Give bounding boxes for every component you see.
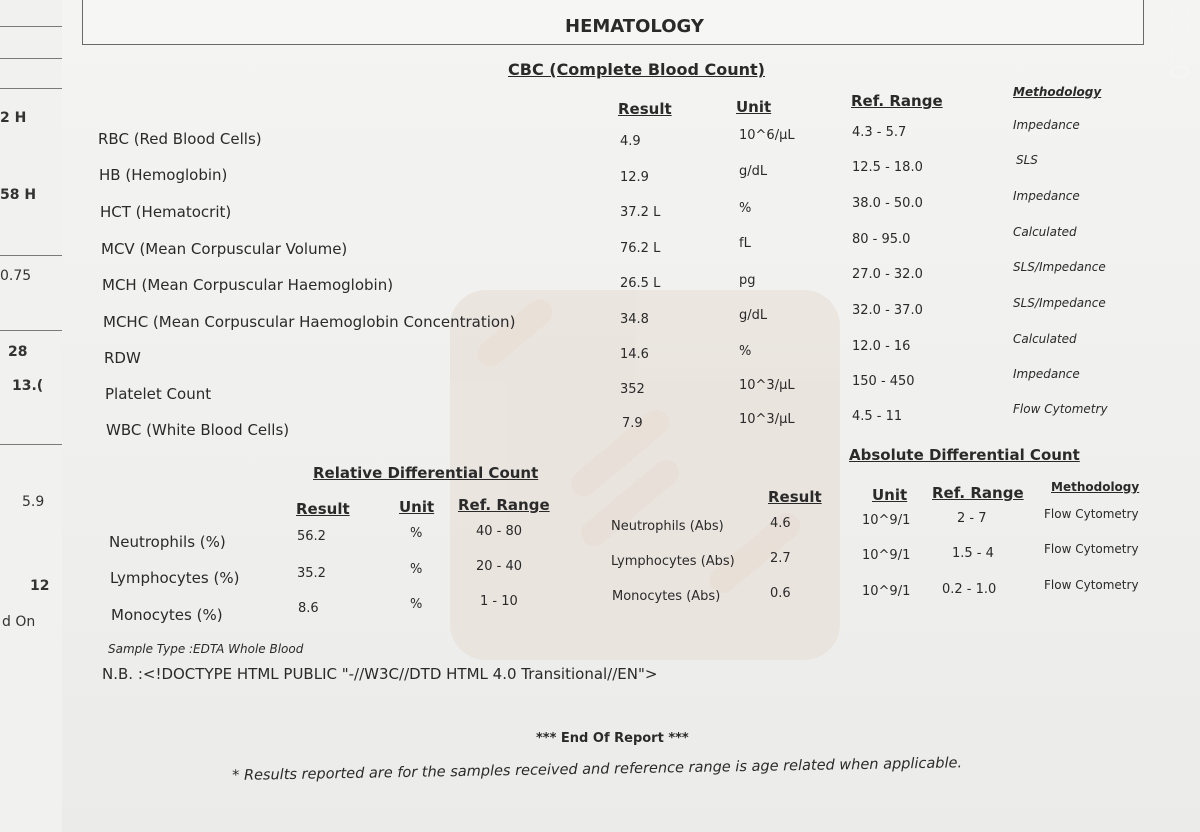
side-fragment: 12 <box>30 578 50 594</box>
absolute-method: Flow Cytometry <box>1044 578 1139 592</box>
cbc-header-method: Methodology <box>1013 85 1102 99</box>
cbc-method: Flow Cytometry <box>1013 402 1108 416</box>
absolute-result: 0.6 <box>770 586 791 601</box>
side-fragment: 2 H <box>0 110 27 126</box>
absolute-result: 4.6 <box>770 516 791 531</box>
nb-note: N.B. :<!DOCTYPE HTML PUBLIC "-//W3C//DTD HTML 4.0 Transitional//EN"> <box>102 665 658 683</box>
cbc-result: 76.2 L <box>620 241 661 256</box>
cbc-method: SLS/Impedance <box>1013 260 1106 274</box>
sample-type: Sample Type :EDTA Whole Blood <box>108 642 304 656</box>
absolute-unit: 10^9/1 <box>862 548 911 563</box>
date-stamp: 07/22 <box>1166 0 1196 80</box>
relative-ref: 20 - 40 <box>476 559 523 574</box>
cbc-header-unit: Unit <box>736 98 772 116</box>
cbc-test-name: MCV (Mean Corpuscular Volume) <box>101 240 348 258</box>
absolute-method: Flow Cytometry <box>1044 507 1139 521</box>
cbc-test-name: WBC (White Blood Cells) <box>106 421 290 439</box>
cbc-ref: 32.0 - 37.0 <box>852 303 923 318</box>
cbc-ref: 4.3 - 5.7 <box>852 125 907 140</box>
absolute-header-unit: Unit <box>872 486 908 504</box>
underlying-page-edge <box>0 0 63 832</box>
section-title-absolute: Absolute Differential Count <box>849 446 1080 464</box>
side-fragment: d On <box>2 614 36 630</box>
relative-result: 35.2 <box>297 566 326 581</box>
relative-test-name: Lymphocytes (%) <box>110 569 240 587</box>
cbc-ref: 12.0 - 16 <box>852 339 911 354</box>
absolute-unit: 10^9/1 <box>862 584 911 599</box>
cbc-test-name: MCH (Mean Corpuscular Haemoglobin) <box>102 276 394 294</box>
cbc-ref: 38.0 - 50.0 <box>852 196 923 211</box>
cbc-result: 37.2 L <box>620 205 661 220</box>
cbc-unit: fL <box>739 236 751 251</box>
cbc-unit: pg <box>739 273 756 288</box>
divider <box>0 255 62 256</box>
cbc-method: SLS/Impedance <box>1013 296 1106 310</box>
cbc-result: 12.9 <box>620 170 649 185</box>
divider <box>0 444 62 445</box>
relative-unit: % <box>410 526 423 541</box>
side-fragment: 58 H <box>0 187 37 203</box>
footnote: * Results reported are for the samples received and reference range is age related when applicable. <box>232 755 963 784</box>
cbc-unit: 10^6/µL <box>739 128 795 143</box>
cbc-test-name: Platelet Count <box>105 385 212 403</box>
cbc-header-result: Result <box>618 100 672 118</box>
cbc-test-name: HB (Hemoglobin) <box>99 166 228 184</box>
absolute-header-result: Result <box>768 488 822 506</box>
cbc-result: 7.9 <box>622 416 643 431</box>
cbc-test-name: RDW <box>104 349 141 367</box>
cbc-ref: 12.5 - 18.0 <box>852 160 923 175</box>
end-of-report: *** End Of Report *** <box>536 731 689 746</box>
section-title-relative: Relative Differential Count <box>313 464 539 482</box>
side-fragment: 13.( <box>12 378 44 394</box>
cbc-result: 26.5 L <box>620 276 661 291</box>
divider <box>0 330 62 331</box>
divider <box>0 26 62 27</box>
relative-header-ref: Ref. Range <box>458 496 550 514</box>
cbc-result: 352 <box>620 382 645 397</box>
side-fragment: 0.75 <box>0 268 32 284</box>
divider <box>0 88 62 89</box>
absolute-unit: 10^9/1 <box>862 513 911 528</box>
divider <box>0 58 62 59</box>
cbc-result: 14.6 <box>620 347 649 362</box>
relative-unit: % <box>410 597 423 612</box>
absolute-test-name: Neutrophils (Abs) <box>611 519 724 534</box>
page-title: HEMATOLOGY <box>565 16 704 37</box>
cbc-unit: g/dL <box>739 164 768 179</box>
cbc-test-name: RBC (Red Blood Cells) <box>98 130 262 148</box>
cbc-ref: 150 - 450 <box>852 374 915 389</box>
relative-header-unit: Unit <box>399 498 435 516</box>
relative-test-name: Neutrophils (%) <box>109 533 226 551</box>
cbc-method: Calculated <box>1013 332 1077 346</box>
cbc-unit: 10^3/µL <box>739 412 795 427</box>
absolute-result: 2.7 <box>770 551 791 566</box>
side-fragment: 5.9 <box>22 494 45 510</box>
cbc-unit: % <box>739 201 752 216</box>
relative-ref: 40 - 80 <box>476 524 523 539</box>
cbc-test-name: HCT (Hematocrit) <box>100 203 232 221</box>
absolute-header-ref: Ref. Range <box>932 484 1024 502</box>
cbc-result: 4.9 <box>620 134 641 149</box>
cbc-method: Impedance <box>1013 118 1080 132</box>
absolute-ref: 1.5 - 4 <box>952 546 994 561</box>
cbc-method: Impedance <box>1013 189 1080 203</box>
absolute-test-name: Lymphocytes (Abs) <box>611 554 735 569</box>
relative-unit: % <box>410 562 423 577</box>
cbc-method: SLS <box>1016 153 1038 167</box>
cbc-result: 34.8 <box>620 312 649 327</box>
cbc-ref: 4.5 - 11 <box>852 409 903 424</box>
relative-test-name: Monocytes (%) <box>111 606 223 624</box>
cbc-test-name: MCHC (Mean Corpuscular Haemoglobin Concentration) <box>103 313 516 331</box>
cbc-method: Impedance <box>1013 367 1080 381</box>
relative-header-result: Result <box>296 500 350 518</box>
cbc-unit: g/dL <box>739 308 768 323</box>
absolute-ref: 2 - 7 <box>957 511 987 526</box>
absolute-method: Flow Cytometry <box>1044 542 1139 556</box>
section-title-cbc: CBC (Complete Blood Count) <box>508 60 765 79</box>
relative-result: 8.6 <box>298 601 319 616</box>
absolute-test-name: Monocytes (Abs) <box>612 589 721 604</box>
cbc-ref: 27.0 - 32.0 <box>852 267 923 282</box>
cbc-unit: % <box>739 344 752 359</box>
absolute-ref: 0.2 - 1.0 <box>942 582 997 597</box>
cbc-unit: 10^3/µL <box>739 378 795 393</box>
absolute-header-method: Methodology <box>1051 480 1140 494</box>
cbc-header-ref: Ref. Range <box>851 92 943 110</box>
cbc-ref: 80 - 95.0 <box>852 232 911 247</box>
relative-ref: 1 - 10 <box>480 594 518 609</box>
side-fragment: 28 <box>8 344 28 360</box>
cbc-method: Calculated <box>1013 225 1077 239</box>
relative-result: 56.2 <box>297 529 326 544</box>
